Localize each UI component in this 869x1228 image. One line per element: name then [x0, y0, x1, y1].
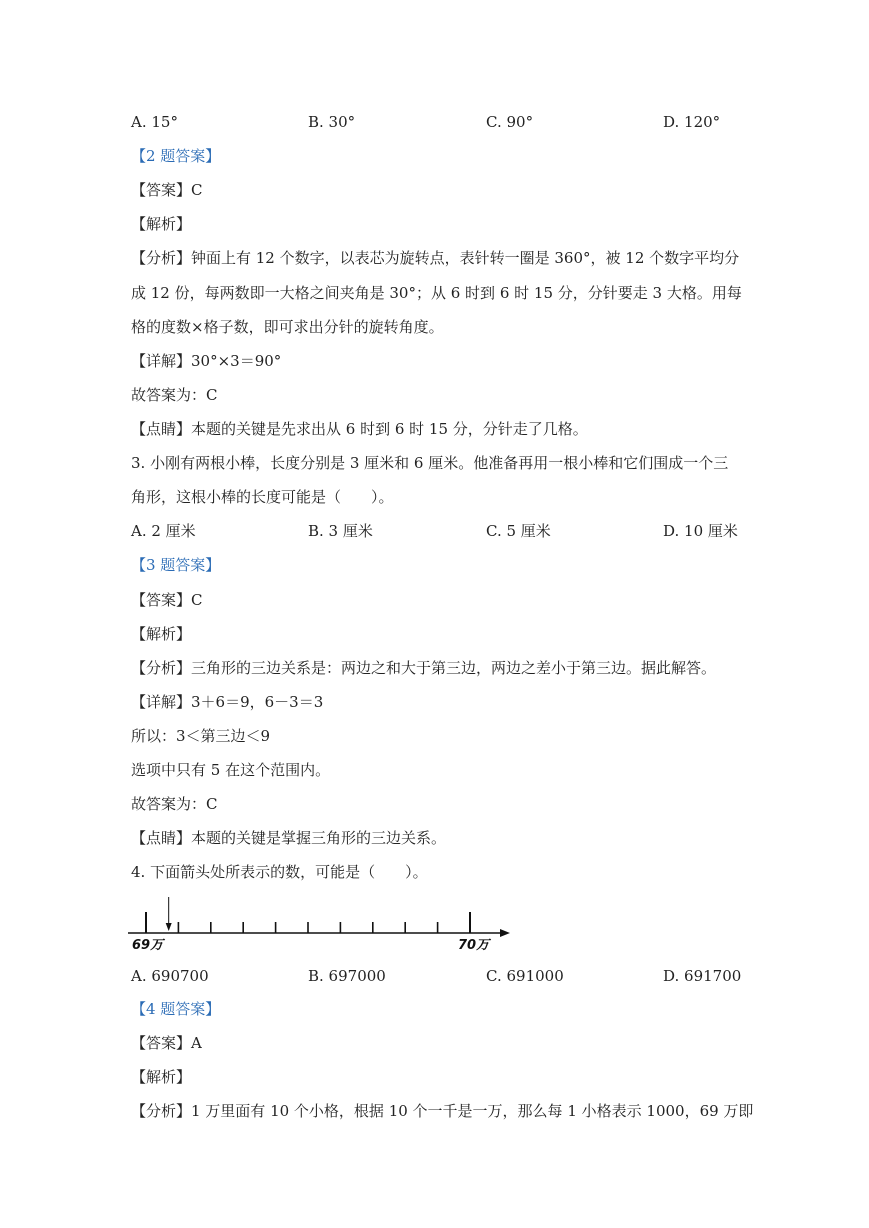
q4-stem: 4. 下面箭头处所表示的数，可能是（ ）。	[131, 863, 428, 881]
q3-stem-line-1: 3. 小刚有两根小棒，长度分别是 3 厘米和 6 厘米。他准备再用一根小棒和它们围成一个三	[131, 454, 729, 472]
q2-xiangjie: 【详解】30°×3＝90°	[131, 352, 282, 370]
q3-suoyi: 所以：3＜第三边＜9	[131, 727, 271, 745]
q2-option-b: B. 30°	[308, 113, 356, 131]
q3-option-a: A. 2 厘米	[131, 522, 196, 540]
q3-stem-line-2: 角形，这根小棒的长度可能是（ ）。	[131, 488, 394, 506]
q2-option-d: D. 120°	[663, 113, 721, 131]
label-70wan: 70万	[458, 938, 490, 953]
q3-analysis-heading: 【解析】	[131, 625, 192, 643]
q2-fenxi-line-3: 格的度数×格子数，即可求出分针的旋转角度。	[131, 318, 444, 336]
q2-answer: 【答案】C	[131, 181, 203, 199]
q2-conclusion: 故答案为：C	[131, 386, 218, 404]
q4-option-c: C. 691000	[486, 967, 564, 985]
q4-answer-heading: 【4 题答案】	[131, 1000, 221, 1018]
number-line-arrowhead	[500, 929, 510, 937]
q2-analysis-heading: 【解析】	[131, 215, 192, 233]
q4-option-d: D. 691700	[663, 967, 742, 985]
number-line-ticks	[146, 912, 470, 933]
number-line-figure	[128, 893, 528, 957]
label-69wan: 69万	[132, 938, 164, 953]
q4-analysis-heading: 【解析】	[131, 1068, 192, 1086]
q4-fenxi: 【分析】1 万里面有 10 个小格，根据 10 个一千是一万，那么每 1 小格表示 1000，69 万即	[131, 1102, 754, 1120]
q3-answer: 【答案】C	[131, 591, 203, 609]
q2-dianjing: 【点睛】本题的关键是先求出从 6 时到 6 时 15 分，分针走了几格。	[131, 420, 588, 438]
q3-xuanxiang: 选项中只有 5 在这个范围内。	[131, 761, 331, 779]
q4-option-b: B. 697000	[308, 967, 386, 985]
q2-option-c: C. 90°	[486, 113, 534, 131]
pointer-arrow-head	[166, 923, 172, 931]
q3-xiangjie: 【详解】3＋6＝9，6－3＝3	[131, 693, 324, 711]
q3-dianjing: 【点睛】本题的关键是掌握三角形的三边关系。	[131, 829, 447, 847]
q2-option-a: A. 15°	[131, 113, 178, 131]
q2-fenxi-line-2: 成 12 份，每两数即一大格之间夹角是 30°；从 6 时到 6 时 15 分，分针要走 3 大格。用每	[131, 284, 742, 302]
q2-answer-heading: 【2 题答案】	[131, 147, 221, 165]
q3-answer-heading: 【3 题答案】	[131, 556, 221, 574]
q3-option-b: B. 3 厘米	[308, 522, 373, 540]
q4-option-a: A. 690700	[131, 967, 209, 985]
q3-fenxi: 【分析】三角形的三边关系是：两边之和大于第三边，两边之差小于第三边。据此解答。	[131, 659, 717, 677]
q2-fenxi-line-1: 【分析】钟面上有 12 个数字，以表芯为旋转点，表针转一圈是 360°，被 12 个数字平均分	[131, 249, 740, 267]
q3-conclusion: 故答案为：C	[131, 795, 218, 813]
q3-option-d: D. 10 厘米	[663, 522, 738, 540]
q4-answer: 【答案】A	[131, 1034, 202, 1052]
q3-option-c: C. 5 厘米	[486, 522, 551, 540]
